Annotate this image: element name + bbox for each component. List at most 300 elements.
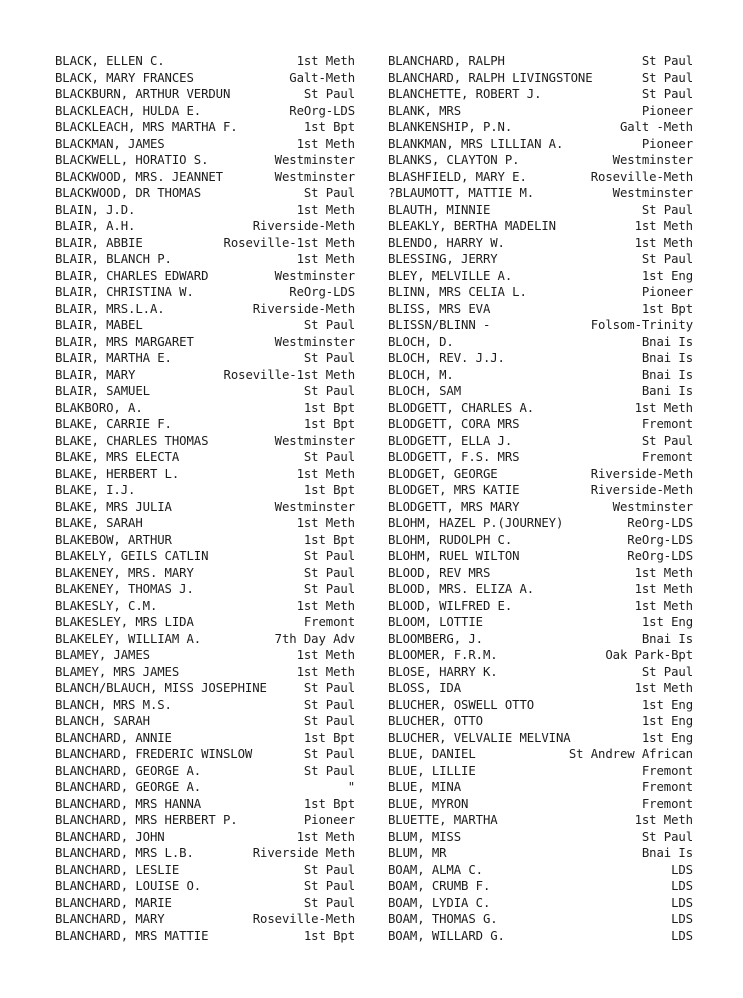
directory-entry xyxy=(388,763,693,780)
entry-church: Pioneer xyxy=(641,136,693,151)
entry-name: BOAM, CRUMB F. xyxy=(388,879,491,893)
entry-name: BLACKWELL, HORATIO S. xyxy=(55,153,209,167)
entry-name: BLUE, MINA xyxy=(388,780,462,794)
directory-entry xyxy=(388,383,693,400)
entry-name: BLOOM, LOTTIE xyxy=(388,615,483,629)
entry-name: BLANCHARD, LESLIE xyxy=(55,862,180,877)
entry-church: 1st Meth xyxy=(296,829,355,844)
entry-church: Westminster xyxy=(274,153,355,167)
directory-entry xyxy=(55,730,355,747)
entry-church: St Paul xyxy=(303,697,355,712)
entry-church: Westminster xyxy=(274,433,355,448)
entry-name: BLACKLEACH, MRS MARTHA F. xyxy=(55,120,238,134)
entry-name: BLEAKLY, BERTHA MADELIN xyxy=(388,219,556,233)
entry-church: 1st Meth xyxy=(296,598,355,613)
directory-entry xyxy=(388,235,693,252)
directory-entry xyxy=(55,845,355,862)
entry-name: BLANCHARD, LOUISE O. xyxy=(55,879,202,893)
entry-name: BLODGETT, CHARLES A. xyxy=(388,400,535,415)
entry-name: BOAM, WILLARD G. xyxy=(388,928,505,943)
directory-entry xyxy=(388,70,693,87)
directory-entry xyxy=(388,251,693,268)
entry-name: BLOOD, REV MRS xyxy=(388,565,491,580)
entry-church: 1st Bpt xyxy=(641,301,693,316)
directory-entry xyxy=(388,532,693,549)
entry-name: BOAM, LYDIA C. xyxy=(388,895,491,910)
directory-entry xyxy=(55,53,355,70)
directory-entry xyxy=(55,350,355,367)
entry-church: ReOrg-LDS xyxy=(289,285,355,299)
entry-name: BLAIR, SAMUEL xyxy=(55,384,150,398)
entry-name: BLOOD, WILFRED E. xyxy=(388,598,513,613)
entry-church: 1st Meth xyxy=(296,648,355,662)
entry-name: BLAIR, MARY xyxy=(55,367,136,382)
entry-church: Bnai Is xyxy=(641,351,693,365)
entry-church: " xyxy=(347,780,355,794)
entry-name: BLAKE, CARRIE F. xyxy=(55,417,172,431)
entry-name: BLANCH/BLAUCH, MISS JOSEPHINE xyxy=(55,681,267,695)
entry-church: 1st Eng xyxy=(641,714,693,728)
directory-entry xyxy=(55,103,355,120)
entry-church: Westminster xyxy=(612,186,693,200)
entry-church: 1st Bpt xyxy=(303,730,355,745)
entry-name: BLACKWOOD, MRS. JEANNET xyxy=(55,169,223,184)
directory-entry xyxy=(55,796,355,813)
entry-church: St Paul xyxy=(303,582,355,596)
entry-name: BLOCH, M. xyxy=(388,367,454,382)
entry-church: 1st Meth xyxy=(634,681,693,695)
entry-church: St Paul xyxy=(303,318,355,332)
entry-church: Bnai Is xyxy=(641,631,693,646)
directory-entry xyxy=(388,482,693,499)
directory-entry xyxy=(388,928,693,945)
entry-church: 1st Meth xyxy=(634,813,693,827)
entry-name: BLACKMAN, JAMES xyxy=(55,136,165,151)
entry-church: Westminster xyxy=(612,499,693,514)
entry-church: 1st Bpt xyxy=(303,796,355,811)
entry-name: BLACKBURN, ARTHUR VERDUN xyxy=(55,87,231,101)
entry-name: BLUE, DANIEL xyxy=(388,747,476,761)
entry-name: BLAKELY, GEILS CATLIN xyxy=(55,549,209,563)
directory-entry xyxy=(388,647,693,664)
entry-name: BLUM, MR xyxy=(388,846,447,860)
entry-church: Riverside-Meth xyxy=(590,466,693,481)
entry-name: BLAKEBOW, ARTHUR xyxy=(55,532,172,547)
directory-entry xyxy=(388,746,693,763)
entry-name: BLANCH, SARAH xyxy=(55,714,150,728)
directory-entry xyxy=(55,433,355,450)
directory-entry xyxy=(55,581,355,598)
directory-entry xyxy=(388,680,693,697)
directory-entry xyxy=(55,548,355,565)
entry-church: Bnai Is xyxy=(641,367,693,382)
entry-church: St Paul xyxy=(641,202,693,217)
directory-entry xyxy=(55,251,355,268)
entry-church: Riverside Meth xyxy=(252,846,355,860)
entry-church: 1st Eng xyxy=(641,268,693,283)
entry-name: BLUCHER, OTTO xyxy=(388,714,483,728)
entry-name: BLENDO, HARRY W. xyxy=(388,235,505,250)
directory-entry xyxy=(55,862,355,879)
entry-church: ReOrg-LDS xyxy=(627,532,693,547)
directory-entry xyxy=(55,499,355,516)
entry-name: BLOCH, REV. J.J. xyxy=(388,351,505,365)
entry-name: BLODGETT, ELLA J. xyxy=(388,433,513,448)
entry-name: BLAKE, MRS ELECTA xyxy=(55,450,180,464)
directory-entry xyxy=(388,779,693,796)
entry-church: St Paul xyxy=(303,351,355,365)
directory-entry xyxy=(388,697,693,714)
entry-name: BLANK, MRS xyxy=(388,103,462,118)
directory-entry xyxy=(55,416,355,433)
entry-church: 1st Meth xyxy=(634,235,693,250)
entry-church: Fremont xyxy=(641,450,693,464)
entry-church: 1st Eng xyxy=(641,615,693,629)
entry-church: Folsom-Trinity xyxy=(590,318,693,332)
entry-church: 1st Eng xyxy=(641,697,693,712)
entry-church: Fremont xyxy=(641,763,693,778)
directory-entry xyxy=(55,367,355,384)
directory-entry xyxy=(55,713,355,730)
directory-entry xyxy=(55,664,355,681)
directory-entry xyxy=(388,367,693,384)
entry-name: BLUETTE, MARTHA xyxy=(388,813,498,827)
entry-church: Westminster xyxy=(274,268,355,283)
entry-church: 1st Meth xyxy=(296,664,355,679)
entry-name: BLANKMAN, MRS LILLIAN A. xyxy=(388,136,564,151)
entry-name: BLOCH, SAM xyxy=(388,384,462,398)
entry-name: BLUM, MISS xyxy=(388,829,462,844)
entry-church: LDS xyxy=(671,895,693,910)
directory-entry xyxy=(55,317,355,334)
entry-church: 1st Meth xyxy=(634,582,693,596)
entry-name: BLAIN, J.D. xyxy=(55,202,136,217)
entry-name: BLOOMER, F.R.M. xyxy=(388,648,498,662)
entry-name: BOAM, ALMA C. xyxy=(388,862,483,877)
entry-church: St Paul xyxy=(303,87,355,101)
directory-entry xyxy=(388,878,693,895)
directory-entry xyxy=(388,466,693,483)
directory-entry xyxy=(55,565,355,582)
directory-entry xyxy=(388,449,693,466)
directory-entry xyxy=(55,185,355,202)
directory-entry xyxy=(55,928,355,945)
directory-entry xyxy=(388,400,693,417)
entry-name: BLANCHARD, MRS L.B. xyxy=(55,846,194,860)
entry-church: Roseville-1st Meth xyxy=(223,235,355,250)
entry-name: BLUCHER, OSWELL OTTO xyxy=(388,697,535,712)
directory-entry xyxy=(388,713,693,730)
left-column xyxy=(55,53,355,944)
entry-name: BLANCHARD, ANNIE xyxy=(55,730,172,745)
entry-name: BLAKELEY, WILLIAM A. xyxy=(55,631,202,646)
entry-church: Fremont xyxy=(641,796,693,811)
directory-entry xyxy=(388,499,693,516)
entry-name: BLAKE, MRS JULIA xyxy=(55,499,172,514)
entry-name: BLANCHARD, JOHN xyxy=(55,829,165,844)
directory-entry xyxy=(388,433,693,450)
directory-entry xyxy=(55,400,355,417)
entry-name: BLANCHARD, MARY xyxy=(55,912,165,926)
entry-church: Roseville-1st Meth xyxy=(223,367,355,382)
entry-name: BLODGETT, CORA MRS xyxy=(388,417,520,431)
entry-church: St Paul xyxy=(641,87,693,101)
directory-entry xyxy=(55,334,355,351)
entry-name: BLESSING, JERRY xyxy=(388,252,498,266)
entry-name: BLISSN/BLINN - xyxy=(388,318,491,332)
entry-church: St Paul xyxy=(641,70,693,85)
directory-entry xyxy=(55,878,355,895)
entry-church: Bnai Is xyxy=(641,334,693,349)
directory-entry xyxy=(388,581,693,598)
entry-church: St Paul xyxy=(303,549,355,563)
entry-name: BLANCHARD, MRS MATTIE xyxy=(55,928,209,943)
directory-entry xyxy=(55,779,355,796)
directory-entry xyxy=(55,598,355,615)
directory-entry xyxy=(388,218,693,235)
entry-name: BLANCHARD, RALPH xyxy=(388,54,505,68)
entry-name: BLUE, LILLIE xyxy=(388,763,476,778)
directory-entry xyxy=(388,730,693,747)
directory-entry xyxy=(55,119,355,136)
entry-name: BLACKWOOD, DR THOMAS xyxy=(55,186,202,200)
directory-entry xyxy=(388,416,693,433)
entry-name: BLOCH, D. xyxy=(388,334,454,349)
entry-name: BLACK, ELLEN C. xyxy=(55,54,165,68)
entry-name: BLAKE, HERBERT L. xyxy=(55,466,180,481)
entry-church: Fremont xyxy=(641,417,693,431)
entry-name: BOAM, THOMAS G. xyxy=(388,912,498,926)
entry-name: BLAKE, I.J. xyxy=(55,483,136,497)
directory-entry xyxy=(388,268,693,285)
entry-name: BLOSS, IDA xyxy=(388,681,462,695)
entry-name: BLEY, MELVILLE A. xyxy=(388,268,513,283)
entry-church: 1st Bpt xyxy=(303,928,355,943)
entry-name: BLANCHARD, RALPH LIVINGSTONE xyxy=(388,70,593,85)
entry-name: BLAIR, A.H. xyxy=(55,219,136,233)
directory-entry xyxy=(55,515,355,532)
directory-entry xyxy=(55,631,355,648)
directory-entry xyxy=(55,301,355,318)
entry-name: BLACK, MARY FRANCES xyxy=(55,70,194,85)
directory-entry xyxy=(55,235,355,252)
entry-name: BLANCH, MRS M.S. xyxy=(55,697,172,712)
entry-name: BLOHM, HAZEL P.(JOURNEY) xyxy=(388,516,564,530)
directory-entry xyxy=(55,268,355,285)
entry-church: Pioneer xyxy=(303,813,355,827)
entry-name: BLAIR, BLANCH P. xyxy=(55,252,172,266)
entry-name: BLANKS, CLAYTON P. xyxy=(388,153,520,167)
directory-entry xyxy=(55,895,355,912)
directory-entry xyxy=(388,350,693,367)
entry-name: BLANCHETTE, ROBERT J. xyxy=(388,87,542,101)
entry-church: 1st Meth xyxy=(634,598,693,613)
directory-entry xyxy=(55,169,355,186)
directory-entry xyxy=(55,383,355,400)
entry-church: Riverside-Meth xyxy=(590,483,693,497)
entry-church: ReOrg-LDS xyxy=(627,549,693,563)
entry-name: BLANCHARD, FREDERIC WINSLOW xyxy=(55,747,253,761)
entry-church: St Andrew African xyxy=(568,747,693,761)
entry-church: LDS xyxy=(671,912,693,926)
directory-entry xyxy=(388,317,693,334)
entry-church: 1st Bpt xyxy=(303,400,355,415)
entry-name: BLAIR, MRS MARGARET xyxy=(55,334,194,349)
directory-entry xyxy=(388,53,693,70)
entry-church: St Paul xyxy=(303,565,355,580)
entry-name: BLAKENEY, THOMAS J. xyxy=(55,582,194,596)
entry-name: BLODGETT, F.S. MRS xyxy=(388,450,520,464)
entry-church: Galt-Meth xyxy=(289,70,355,85)
directory-entry xyxy=(388,911,693,928)
directory-entry xyxy=(388,103,693,120)
entry-church: Westminster xyxy=(274,334,355,349)
entry-church: St Paul xyxy=(303,862,355,877)
directory-entry xyxy=(55,647,355,664)
entry-name: BLAIR, MRS.L.A. xyxy=(55,301,165,316)
entry-church: Westminster xyxy=(612,153,693,167)
entry-church: Pioneer xyxy=(641,285,693,299)
directory-entry xyxy=(55,202,355,219)
entry-church: LDS xyxy=(671,928,693,943)
directory-entry xyxy=(388,862,693,879)
entry-name: BLOOMBERG, J. xyxy=(388,631,483,646)
directory-entry xyxy=(55,218,355,235)
directory-entry xyxy=(55,680,355,697)
entry-name: BLUE, MYRON xyxy=(388,796,469,811)
entry-name: BLAMEY, JAMES xyxy=(55,648,150,662)
directory-entry xyxy=(55,86,355,103)
directory-entry xyxy=(388,548,693,565)
entry-church: 1st Meth xyxy=(296,54,355,68)
entry-church: 1st Meth xyxy=(296,466,355,481)
directory-entry xyxy=(388,598,693,615)
directory-entry xyxy=(55,911,355,928)
directory-entry xyxy=(388,614,693,631)
directory-entry xyxy=(388,631,693,648)
entry-name: BLINN, MRS CELIA L. xyxy=(388,285,527,299)
directory-entry xyxy=(55,763,355,780)
entry-church: 7th Day Adv xyxy=(274,631,355,646)
entry-name: BLAUTH, MINNIE xyxy=(388,202,491,217)
entry-name: BLOSE, HARRY K. xyxy=(388,664,498,679)
entry-church: St Paul xyxy=(303,763,355,778)
entry-church: 1st Eng xyxy=(641,730,693,745)
entry-church: 1st Bpt xyxy=(303,532,355,547)
entry-church: Roseville-Meth xyxy=(252,912,355,926)
directory-entry xyxy=(55,136,355,153)
entry-name: BLOHM, RUEL WILTON xyxy=(388,549,520,563)
entry-name: BLAKESLEY, MRS LIDA xyxy=(55,615,194,629)
entry-church: Galt -Meth xyxy=(619,120,693,134)
entry-church: Oak Park-Bpt xyxy=(605,648,693,662)
directory-entry xyxy=(388,845,693,862)
directory-entry xyxy=(55,284,355,301)
directory-entry xyxy=(55,152,355,169)
entry-church: St Paul xyxy=(303,186,355,200)
entry-church: Bnai Is xyxy=(641,846,693,860)
entry-church: Riverside-Meth xyxy=(252,301,355,316)
entry-church: Roseville-Meth xyxy=(590,169,693,184)
entry-church: 1st Meth xyxy=(296,202,355,217)
entry-name: BLUCHER, VELVALIE MELVINA xyxy=(388,730,571,745)
entry-name: BLANCHARD, GEORGE A. xyxy=(55,780,202,794)
entry-church: St Paul xyxy=(641,54,693,68)
directory-entry xyxy=(388,796,693,813)
entry-name: BLAKENEY, MRS. MARY xyxy=(55,565,194,580)
directory-entry xyxy=(388,515,693,532)
directory-entry xyxy=(55,812,355,829)
entry-church: St Paul xyxy=(641,664,693,679)
directory-entry xyxy=(388,136,693,153)
entry-church: Bani Is xyxy=(641,384,693,398)
entry-name: BLODGET, MRS KATIE xyxy=(388,483,520,497)
directory-entry xyxy=(388,86,693,103)
directory-entry xyxy=(388,334,693,351)
entry-church: 1st Bpt xyxy=(303,120,355,134)
entry-name: BLANCHARD, MRS HANNA xyxy=(55,796,202,811)
entry-church: St Paul xyxy=(641,829,693,844)
directory-entry xyxy=(388,119,693,136)
entry-name: BLAIR, ABBIE xyxy=(55,235,143,250)
entry-name: BLAIR, CHRISTINA W. xyxy=(55,285,194,299)
entry-church: St Paul xyxy=(303,450,355,464)
entry-name: BLAMEY, MRS JAMES xyxy=(55,664,180,679)
directory-entry xyxy=(388,895,693,912)
entry-church: 1st Bpt xyxy=(303,483,355,497)
entry-church: St Paul xyxy=(303,879,355,893)
entry-name: BLAKBORO, A. xyxy=(55,400,143,415)
entry-name: BLANCHARD, GEORGE A. xyxy=(55,763,202,778)
directory-entry xyxy=(388,301,693,318)
entry-name: BLANCHARD, MRS HERBERT P. xyxy=(55,813,238,827)
entry-church: ReOrg-LDS xyxy=(627,516,693,530)
entry-church: St Paul xyxy=(303,747,355,761)
entry-name: BLACKLEACH, HULDA E. xyxy=(55,103,202,118)
entry-church: St Paul xyxy=(303,384,355,398)
directory-entry xyxy=(388,202,693,219)
entry-name: BLOHM, RUDOLPH C. xyxy=(388,532,513,547)
directory-entry xyxy=(55,482,355,499)
entry-church: 1st Meth xyxy=(634,565,693,580)
directory-entry xyxy=(55,614,355,631)
entry-church: St Paul xyxy=(641,433,693,448)
entry-church: LDS xyxy=(671,862,693,877)
entry-name: BLAKE, SARAH xyxy=(55,516,143,530)
entry-church: Westminster xyxy=(274,169,355,184)
entry-church: Fremont xyxy=(641,780,693,794)
entry-church: 1st Meth xyxy=(296,252,355,266)
entry-church: Riverside-Meth xyxy=(252,219,355,233)
entry-name: BLAIR, CHARLES EDWARD xyxy=(55,268,209,283)
entry-church: St Paul xyxy=(303,895,355,910)
entry-church: Pioneer xyxy=(641,103,693,118)
entry-name: BLAKE, CHARLES THOMAS xyxy=(55,433,209,448)
directory-entry xyxy=(388,664,693,681)
entry-name: ?BLAUMOTT, MATTIE M. xyxy=(388,186,535,200)
entry-name: BLAIR, MABEL xyxy=(55,318,143,332)
entry-name: BLANCHARD, MARIE xyxy=(55,895,172,910)
entry-name: BLANKENSHIP, P.N. xyxy=(388,120,513,134)
right-column xyxy=(388,53,693,944)
entry-name: BLISS, MRS EVA xyxy=(388,301,491,316)
entry-church: 1st Meth xyxy=(296,516,355,530)
directory-entry xyxy=(55,746,355,763)
directory-entry xyxy=(388,185,693,202)
entry-name: BLODGETT, MRS MARY xyxy=(388,499,520,514)
directory-entry xyxy=(55,70,355,87)
directory-entry xyxy=(55,466,355,483)
